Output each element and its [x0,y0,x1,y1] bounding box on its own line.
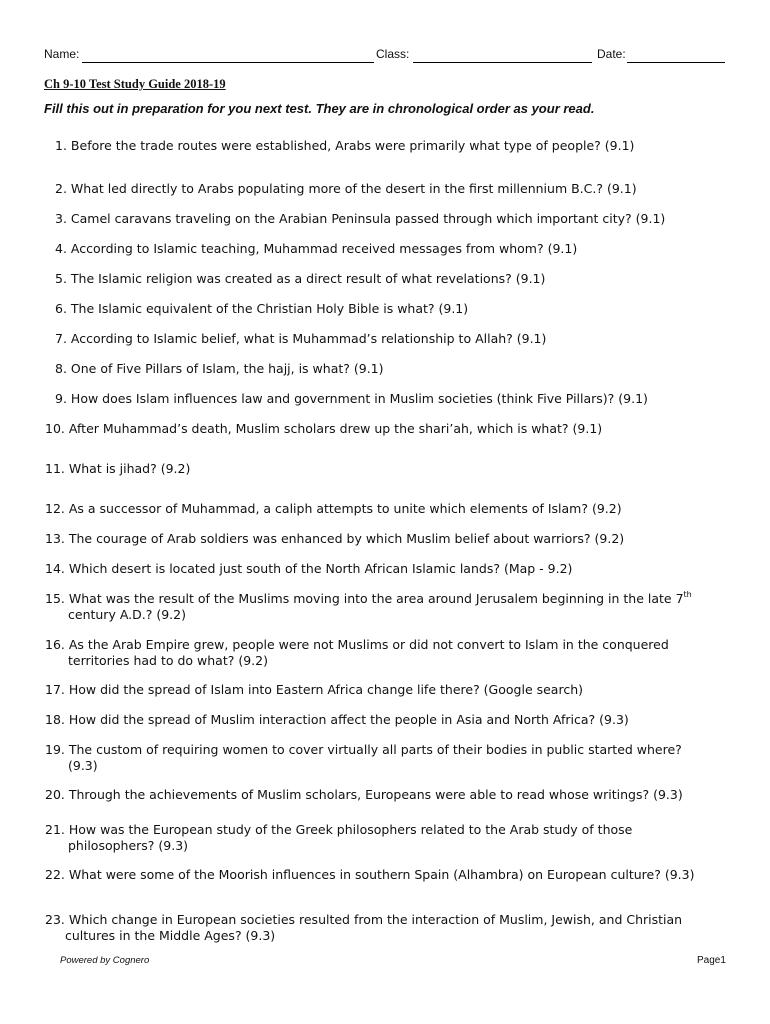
question-text: What is jihad? (9.2) [68,461,191,476]
question-text: As a successor of Muhammad, a caliph attempts to unite which elements of Islam? (9.2) [68,501,622,516]
question-text: Camel caravans traveling on the Arabian Peninsula passed through which important city? (9.1) [70,211,666,226]
question-number: 5. [55,271,67,286]
question-text: Before the trade routes were established, Arabs were primarily what type of people? (9.1) [70,138,635,153]
question-text: Which desert is located just south of the North African Islamic lands? (Map - 9.2) [68,561,573,576]
question-number: 1. [55,138,67,153]
question-text: As the Arab Empire grew, people were not Muslims or did not convert to Islam in the conquered [68,637,669,652]
question-text: According to Islamic belief, what is Muhammad’s relationship to Allah? (9.1) [70,331,547,346]
question-21 [45,822,632,854]
question-number: 6. [55,301,67,316]
name-line[interactable] [82,62,374,63]
question-2 [55,181,637,197]
question-text: After Muhammad’s death, Muslim scholars drew up the shari’ah, which is what? (9.1) [68,421,603,436]
question-text: How was the European study of the Greek philosophers related to the Arab study of those [68,822,633,837]
question-number: 8. [55,361,67,376]
powered-by-footer: Powered by Cognero [60,955,150,966]
class-line[interactable] [413,62,592,63]
question-number: 18. [45,712,65,727]
question-text-continued: territories had to do what? (9.2) [68,653,268,668]
question-text: The Islamic equivalent of the Christian Holy Bible is what? (9.1) [70,301,469,316]
question-text: How did the spread of Islam into Eastern Africa change life there? (Google search) [68,682,584,697]
question-7 [55,331,546,347]
date-label: Date: [597,47,626,61]
question-number: 4. [55,241,67,256]
question-text: What led directly to Arabs populating more of the desert in the first millennium B.C.? (9.1) [70,181,637,196]
question-text: What was the result of the Muslims moving into the area around Jerusalem beginning in the late 7 [68,591,684,606]
question-23 [45,912,682,944]
question-text: According to Islamic teaching, Muhammad received messages from whom? (9.1) [70,241,578,256]
question-number: 22. [45,867,65,882]
question-6 [55,301,468,317]
document-title: Ch 9-10 Test Study Guide 2018-19 [44,77,226,91]
question-14 [45,561,572,577]
question-10 [45,421,602,437]
question-text: One of Five Pillars of Islam, the hajj, is what? (9.1) [70,361,384,376]
question-text-continued: (9.3) [68,758,98,773]
date-line[interactable] [627,62,725,63]
question-20 [45,787,683,803]
question-22 [45,867,694,883]
question-number: 10. [45,421,65,436]
question-16 [45,637,669,669]
question-text: Through the achievements of Muslim scholars, Europeans were able to read whose writings? (9.3) [68,787,683,802]
page-number: Page1 [697,955,726,966]
question-number: 14. [45,561,65,576]
question-number: 17. [45,682,65,697]
question-17 [45,682,583,698]
question-number: 9. [55,391,67,406]
name-label: Name: [44,47,80,61]
question-18 [45,712,629,728]
question-number: 7. [55,331,67,346]
question-number: 20. [45,787,65,802]
ordinal-superscript: th [683,590,692,599]
question-number: 15. [45,591,65,606]
question-number: 13. [45,531,65,546]
question-11 [45,461,190,477]
question-number: 16. [45,637,65,652]
question-text: How does Islam influences law and government in Muslim societies (think Five Pillars)? (9.1) [70,391,648,406]
question-text-continued: century A.D.? (9.2) [68,607,186,622]
question-15 [45,591,692,623]
question-1 [55,138,634,154]
question-number: 23. [45,912,65,927]
question-text: How did the spread of Muslim interaction affect the people in Asia and North Africa? (9.3) [68,712,629,727]
question-text-continued: philosophers? (9.3) [68,838,189,853]
question-text-continued: cultures in the Middle Ages? (9.3) [65,928,276,943]
question-text: The Islamic religion was created as a direct result of what revelations? (9.1) [70,271,546,286]
question-number: 12. [45,501,65,516]
instructions: Fill this out in preparation for you next test. They are in chronological order as your read. [44,101,595,116]
question-19 [45,742,682,774]
question-8 [55,361,384,377]
question-number: 11. [45,461,65,476]
question-3 [55,211,665,227]
question-text: The courage of Arab soldiers was enhanced by which Muslim belief about warriors? (9.2) [68,531,625,546]
question-4 [55,241,577,257]
question-5 [55,271,545,287]
question-number: 2. [55,181,67,196]
question-text: The custom of requiring women to cover virtually all parts of their bodies in public started where? [68,742,682,757]
question-13 [45,531,624,547]
class-label: Class: [376,47,410,61]
question-9 [55,391,648,407]
question-text: Which change in European societies resulted from the interaction of Muslim, Jewish, and Christian [68,912,683,927]
question-number: 21. [45,822,65,837]
question-text: What were some of the Moorish influences in southern Spain (Alhambra) on European culture? (9.3) [68,867,695,882]
question-12 [45,501,622,517]
question-number: 19. [45,742,65,757]
question-number: 3. [55,211,67,226]
